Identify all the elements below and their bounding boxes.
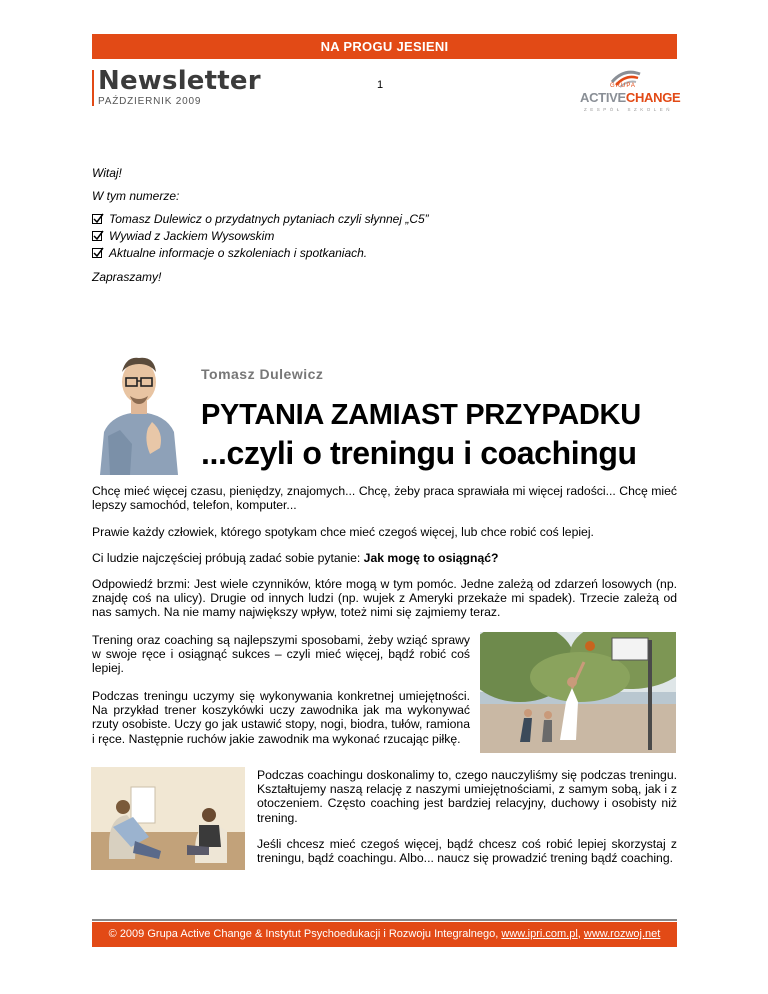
paragraph: Odpowiedź brzmi: Jest wiele czynników, które mogą w tym pomóc. Jedne zależą od zdarzeń losowych (np. znajdę coś na ulicy). Drugie od innych ludzi (np. wujek z Ameryki przekaże mi spadek). Trzecie zależą od nas samych. Na nie mamy największy wpływ, toteż nimi się zajmiemy teraz.	[92, 577, 677, 620]
article-headline: PYTANIA ZAMIAST PRZYPADKU	[201, 399, 641, 431]
newsletter-title: Newsletter	[98, 66, 261, 96]
article-subheadline: ...czyli o treningu i coachingu	[201, 435, 637, 471]
top-banner: NA PROGU JESIENI	[92, 34, 677, 59]
toc-item: Aktualne informacje o szkoleniach i spotkaniach.	[92, 246, 367, 260]
paragraph: Podczas coachingu doskonalimy to, czego nauczyliśmy się podczas treningu. Kształtujemy naszą relację z naszymi umiejętnościami, z samym sobą, jak i z otoczeniem. Często coaching jest bardziej relacyjny, duchowy i osobisty niż trening.	[257, 768, 677, 825]
checkbox-checked-icon	[92, 248, 102, 258]
checkbox-checked-icon	[92, 231, 102, 241]
paragraph: Podczas treningu uczymy się wykonywania konkretnej umiejętności. Na przykład trener koszykówki uczy zawodnika jak ma wykonywać rzuty osobiste. Uczy go jak ustawić stopy, nogi, biodra, tułów, ramiona i ręce. Następnie ruchów jakie zawodnik ma wykonać rzucając piłkę.	[92, 689, 470, 746]
toc-item: Wywiad z Jackiem Wysowskim	[92, 229, 274, 243]
footer-link-ipri[interactable]: www.ipri.com.pl	[501, 928, 578, 940]
paragraph: Jeśli chcesz mieć czegoś więcej, bądź chcesz coś robić lepiej skorzystaj z treningu, bądź coachingu. Albo... naucz się prowadzić trening bądź coaching.	[257, 837, 677, 866]
footer-link-rozwoj[interactable]: www.rozwoj.net	[583, 928, 661, 940]
footer: © 2009 Grupa Active Change & Instytut Psychoedukacji i Rozwoju Integralnego, www.ipri.com.pl, www.rozwoj.net	[92, 922, 677, 947]
newsletter-date: PAŹDZIERNIK 2009	[98, 96, 202, 107]
greeting: Witaj!	[92, 166, 122, 180]
paragraph: Ci ludzie najczęściej próbują zadać sobie pytanie: Jak mogę to osiągnąć?	[92, 551, 499, 565]
active-change-logo-icon	[580, 66, 681, 112]
footer-divider	[92, 919, 677, 921]
logo-name: ACTIVECHANGE	[580, 90, 681, 105]
logo-tagline: ZESPÓŁ SZKOLEŃ	[584, 107, 674, 112]
checkbox-checked-icon	[92, 214, 102, 224]
coaching-session-photo	[91, 767, 245, 870]
paragraph: Prawie każdy człowiek, którego spotykam chce mieć czegoś więcej, lub chce robić coś lepiej.	[92, 525, 594, 539]
basketball-photo	[480, 632, 676, 753]
author-photo	[90, 340, 188, 475]
toc-item: Tomasz Dulewicz o przydatnych pytaniach czyli słynnej „C5”	[92, 212, 429, 226]
article-author: Tomasz Dulewicz	[201, 366, 324, 382]
page-number: 1	[377, 79, 384, 91]
paragraph: Trening oraz coaching są najlepszymi sposobami, żeby wziąć sprawy w swoje ręce i osiągnąć sukces – czyli mieć więcej, bądź robić coś lepiej.	[92, 633, 470, 676]
key-question: Jak mogę to osiągnąć?	[363, 551, 499, 565]
newsletter-accent-bar	[92, 70, 94, 106]
closing-text: Zapraszamy!	[92, 270, 162, 284]
in-issue-heading: W tym numerze:	[92, 189, 180, 203]
logo-grupa-text: GRUPA	[610, 83, 636, 89]
paragraph: Chcę mieć więcej czasu, pieniędzy, znajomych... Chcę, żeby praca sprawiała mi więcej radości... Chcę mieć lepszy samochód, telefon, komputer...	[92, 484, 677, 513]
